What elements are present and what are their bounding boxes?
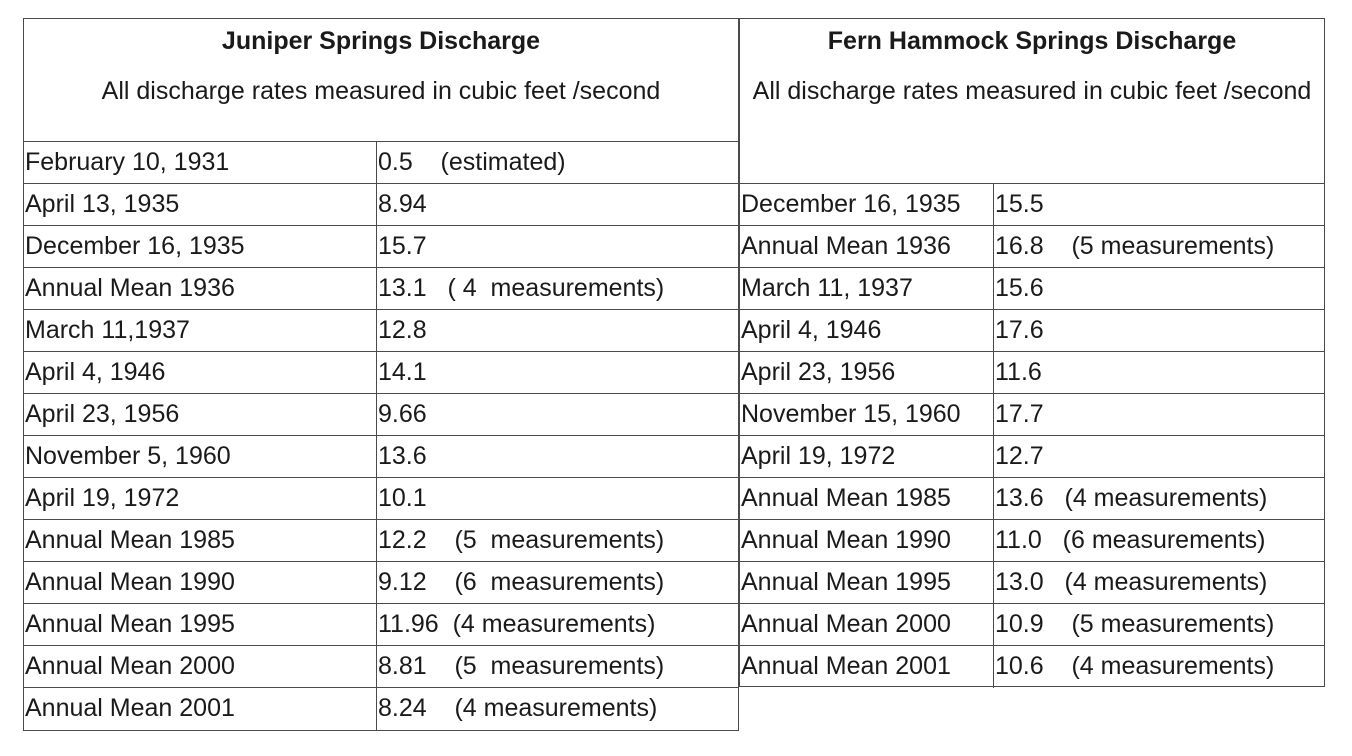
discharge-cell: 10.6 (4 measurements) xyxy=(995,652,1275,680)
discharge-cell: 11.0 (6 measurements) xyxy=(995,526,1266,554)
table-subtitle: All discharge rates measured in cubic feet /second xyxy=(752,77,1312,105)
discharge-cell: 15.5 xyxy=(995,190,1044,218)
table-row xyxy=(24,226,738,268)
date-cell: Annual Mean 2000 xyxy=(740,604,994,645)
table-row xyxy=(24,268,738,310)
discharge-cell: 13.6 xyxy=(378,442,427,470)
date-cell: April 4, 1946 xyxy=(24,352,377,393)
discharge-cell: 14.1 xyxy=(378,358,427,386)
discharge-cell: 15.6 xyxy=(995,274,1044,302)
discharge-cell: 17.7 xyxy=(995,400,1044,428)
date-cell: April 19, 1972 xyxy=(24,478,377,519)
date-cell: Annual Mean 1936 xyxy=(740,226,994,267)
date-cell: March 11, 1937 xyxy=(740,268,994,309)
date-cell: April 23, 1956 xyxy=(740,352,994,393)
fern-hammock-springs-table xyxy=(739,18,1325,687)
date-cell: Annual Mean 1995 xyxy=(740,562,994,603)
date-cell: April 4, 1946 xyxy=(740,310,994,351)
table-row xyxy=(24,478,738,520)
date-cell: April 13, 1935 xyxy=(24,184,377,225)
table-row xyxy=(740,226,1324,268)
table-row xyxy=(740,646,1324,688)
date-cell: February 10, 1931 xyxy=(24,142,377,183)
date-cell: November 5, 1960 xyxy=(24,436,377,477)
table-header xyxy=(24,19,738,142)
date-cell: Annual Mean 1985 xyxy=(24,520,377,561)
date-cell: March 11,1937 xyxy=(24,310,377,351)
discharge-cell: 8.94 xyxy=(378,190,427,218)
discharge-cell: 0.5 (estimated) xyxy=(378,148,566,176)
discharge-cell: 11.6 xyxy=(995,358,1042,386)
table-title: Fern Hammock Springs Discharge xyxy=(827,27,1237,55)
discharge-cell: 13.1 ( 4 measurements) xyxy=(378,274,665,302)
date-cell: Annual Mean 2001 xyxy=(740,646,994,688)
table-body xyxy=(740,184,1324,688)
table-row xyxy=(24,562,738,604)
discharge-cell: 8.81 (5 measurements) xyxy=(378,652,665,680)
date-cell: December 16, 1935 xyxy=(740,184,994,225)
table-subtitle: All discharge rates measured in cubic feet /second xyxy=(101,77,661,105)
table-title: Juniper Springs Discharge xyxy=(221,27,541,55)
table-row xyxy=(740,184,1324,226)
discharge-cell: 12.2 (5 measurements) xyxy=(378,526,665,554)
table-row xyxy=(24,688,738,730)
table-row xyxy=(24,142,738,184)
table-row xyxy=(740,394,1324,436)
table-row xyxy=(740,268,1324,310)
discharge-cell: 12.8 xyxy=(378,316,427,344)
table-row xyxy=(24,184,738,226)
juniper-springs-table xyxy=(23,18,739,731)
table-row xyxy=(740,604,1324,646)
table-row xyxy=(740,352,1324,394)
table-row xyxy=(24,436,738,478)
date-cell: November 15, 1960 xyxy=(740,394,994,435)
date-cell: Annual Mean 1990 xyxy=(740,520,994,561)
table-header xyxy=(740,19,1324,184)
discharge-cell: 11.96 (4 measurements) xyxy=(378,610,656,638)
discharge-cell: 9.66 xyxy=(378,400,427,428)
date-cell: Annual Mean 1985 xyxy=(740,478,994,519)
discharge-cell: 10.1 xyxy=(378,484,427,512)
discharge-cell: 9.12 (6 measurements) xyxy=(378,568,665,596)
discharge-cell: 12.7 xyxy=(995,442,1044,470)
discharge-cell: 16.8 (5 measurements) xyxy=(995,232,1275,260)
table-body xyxy=(24,142,738,730)
table-row xyxy=(24,394,738,436)
discharge-cell: 15.7 xyxy=(378,232,427,260)
table-row xyxy=(24,520,738,562)
date-cell: April 23, 1956 xyxy=(24,394,377,435)
date-cell: Annual Mean 1990 xyxy=(24,562,377,603)
date-cell: Annual Mean 2001 xyxy=(24,688,377,730)
table-row xyxy=(740,310,1324,352)
date-cell: Annual Mean 1995 xyxy=(24,604,377,645)
discharge-cell: 17.6 xyxy=(995,316,1044,344)
discharge-cell: 13.6 (4 measurements) xyxy=(995,484,1268,512)
date-cell: December 16, 1935 xyxy=(24,226,377,267)
date-cell: Annual Mean 1936 xyxy=(24,268,377,309)
table-row xyxy=(740,478,1324,520)
discharge-cell: 8.24 (4 measurements) xyxy=(378,694,658,722)
date-cell: Annual Mean 2000 xyxy=(24,646,377,687)
discharge-cell: 13.0 (4 measurements) xyxy=(995,568,1268,596)
table-row xyxy=(24,646,738,688)
table-row xyxy=(24,604,738,646)
table-row xyxy=(24,310,738,352)
date-cell: April 19, 1972 xyxy=(740,436,994,477)
table-row xyxy=(24,352,738,394)
table-row xyxy=(740,520,1324,562)
table-row xyxy=(740,436,1324,478)
discharge-cell: 10.9 (5 measurements) xyxy=(995,610,1275,638)
table-row xyxy=(740,562,1324,604)
